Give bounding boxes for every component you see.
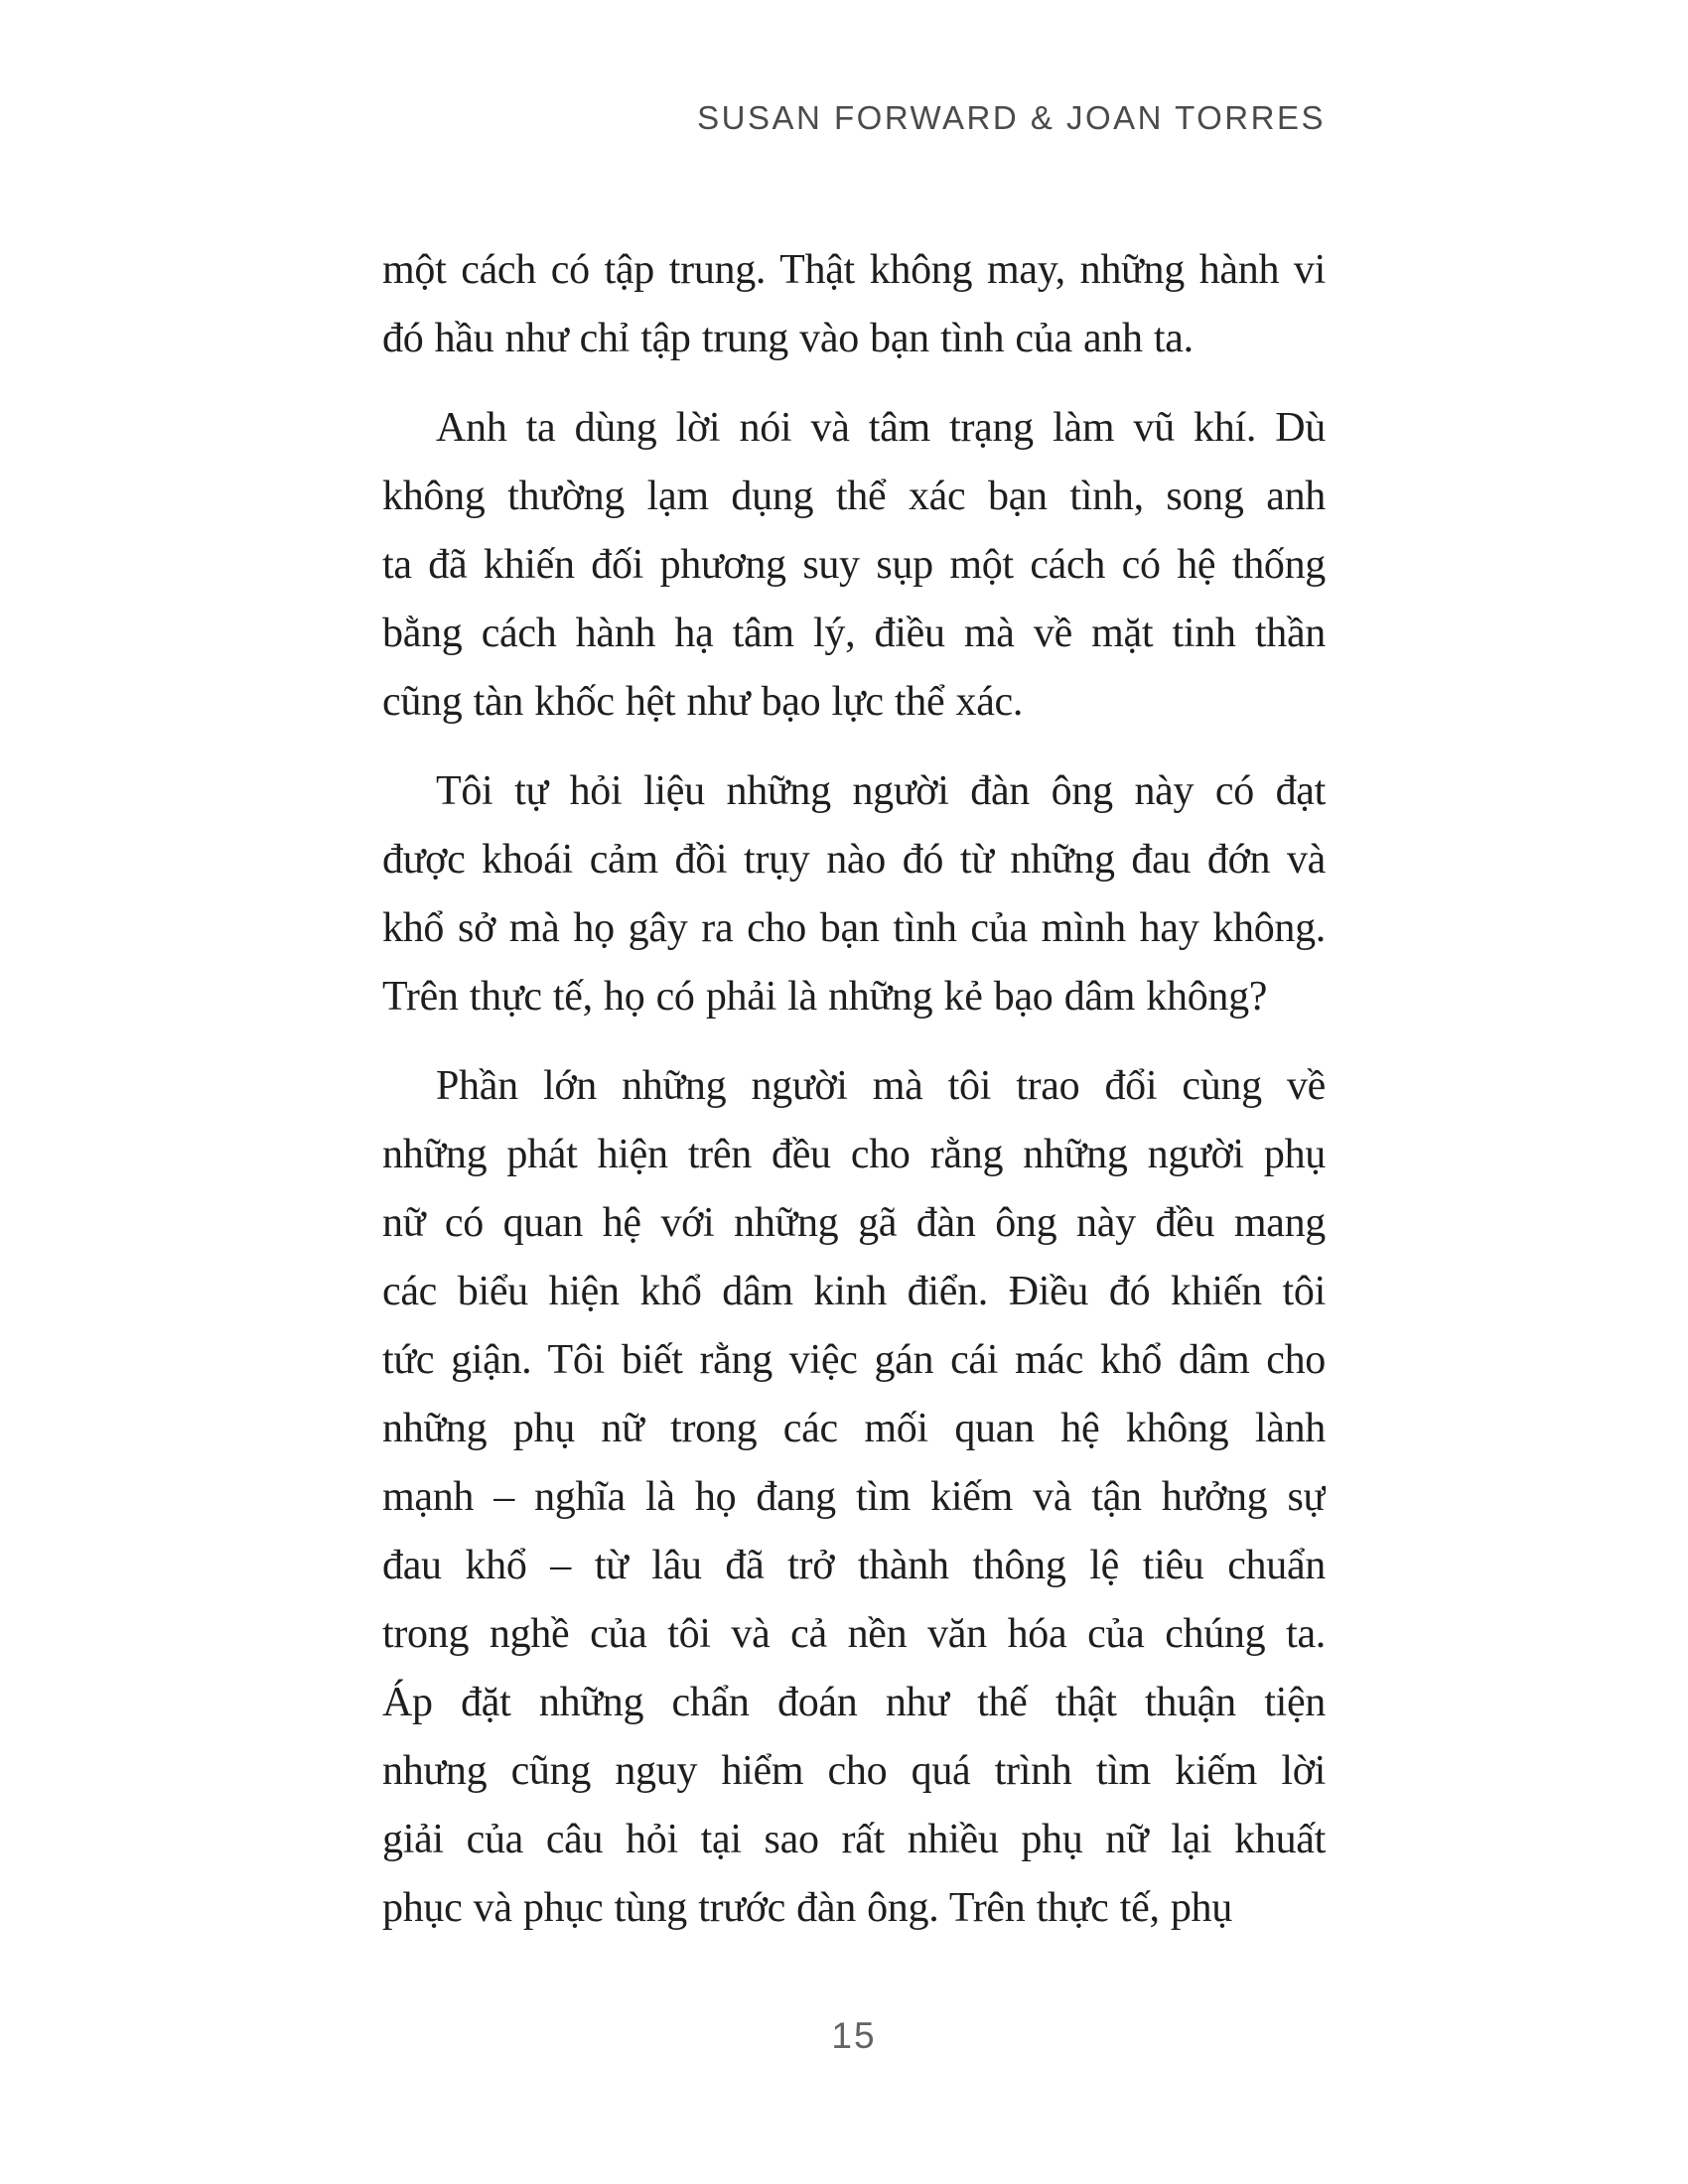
text-line: giải của câu hỏi tại sao rất nhiều phụ nữ lại khuất	[382, 1817, 1326, 1862]
text-line: đau khổ – từ lâu đã trở thành thông lệ tiêu chuẩn	[382, 1543, 1326, 1588]
text-line: những phát hiện trên đều cho rằng những người phụ	[382, 1132, 1326, 1177]
text-line: Áp đặt những chẩn đoán như thế thật thuận tiện	[382, 1680, 1326, 1725]
text-line: Tôi tự hỏi liệu những người đàn ông này có đạt	[436, 768, 1326, 814]
text-line: trong nghề của tôi và cả nền văn hóa của chúng ta.	[382, 1611, 1326, 1657]
running-header: SUSAN FORWARD & JOAN TORRES	[697, 99, 1326, 136]
text-line: cũng tàn khốc hệt như bạo lực thể xác.	[382, 679, 1024, 725]
text-line: mạnh – nghĩa là họ đang tìm kiếm và tận hưởng sự	[382, 1474, 1326, 1520]
text-line: Phần lớn những người mà tôi trao đổi cùng về	[436, 1063, 1326, 1109]
text-line: không thường lạm dụng thể xác bạn tình, song anh	[382, 474, 1326, 519]
text-line: khổ sở mà họ gây ra cho bạn tình của mình hay không.	[382, 905, 1326, 951]
paragraph	[382, 394, 1326, 737]
text-line: được khoái cảm đồi trụy nào đó từ những đau đớn và	[382, 837, 1326, 883]
text-line: một cách có tập trung. Thật không may, những hành vi	[382, 247, 1326, 293]
text-line: nhưng cũng nguy hiểm cho quá trình tìm kiếm lời	[382, 1748, 1326, 1794]
text-line: những phụ nữ trong các mối quan hệ không lành	[382, 1406, 1326, 1451]
text-line: đó hầu như chỉ tập trung vào bạn tình của anh ta.	[382, 316, 1194, 361]
text-line: Trên thực tế, họ có phải là những kẻ bạo dâm không?	[382, 974, 1268, 1020]
page-number: 15	[831, 2015, 877, 2056]
paragraph	[382, 1052, 1326, 1943]
text-line: tức giận. Tôi biết rằng việc gán cái mác khổ dâm cho	[382, 1337, 1326, 1383]
text-line: phục và phục tùng trước đàn ông. Trên thực tế, phụ	[382, 1885, 1232, 1931]
text-line: bằng cách hành hạ tâm lý, điều mà về mặt tinh thần	[382, 611, 1326, 656]
paragraph	[382, 236, 1326, 373]
body-text	[382, 236, 1326, 1943]
text-line: Anh ta dùng lời nói và tâm trạng làm vũ khí. Dù	[436, 405, 1326, 451]
text-line: nữ có quan hệ với những gã đàn ông này đều mang	[382, 1200, 1326, 1246]
paragraph	[382, 757, 1326, 1031]
text-line: ta đã khiến đối phương suy sụp một cách có hệ thống	[382, 542, 1326, 588]
text-line: các biểu hiện khổ dâm kinh điển. Điều đó khiến tôi	[382, 1269, 1326, 1314]
